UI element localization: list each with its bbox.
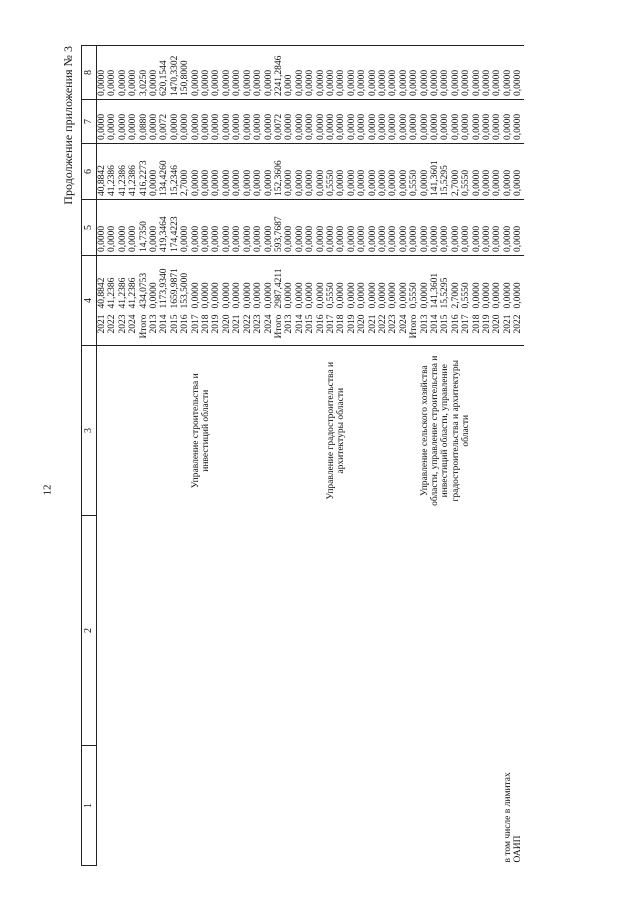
col5-cell: 0,0000 [222,200,232,256]
total-cell: 153,5000 [180,272,191,309]
total-cell: 0,0000 [388,282,399,309]
col7-cell: 0,0000 [305,100,315,144]
col7-cell: 0,0000 [243,100,253,144]
col6-cell: 41,2386 [128,144,138,200]
total-cell: 0,0000 [190,282,201,309]
col6-cell: 0,0000 [305,144,315,200]
col8-cell: 0,0000 [211,46,221,100]
col6-cell: 2,7000 [180,144,190,200]
col7-cell: 0,0000 [222,100,232,144]
year-cell: 2020 [357,312,367,346]
col7-cell: 0,0000 [97,100,108,144]
col6-cell: 2,7000 [451,144,461,200]
col6-cell: 0,0000 [513,144,523,200]
col8-cell: 0,0000 [461,46,471,100]
year-cell: 2022 [378,312,388,346]
appendix-caption: Продолжение приложения № 3 [61,46,75,205]
col7-cell: 0,0000 [170,100,180,144]
col7-cell: 0,0000 [128,100,138,144]
year-cell: 2022 [243,312,253,346]
col8-cell: 0,0000 [513,46,523,100]
total-cell: 0,0000 [377,282,388,309]
row-group-label [97,746,274,866]
year-cell: 2024 [264,312,274,346]
col7-cell: 0,0000 [482,100,492,144]
col6-cell: 0,0000 [482,144,492,200]
header-col-2: 2 [82,516,97,746]
col5-cell: 0,0000 [503,200,513,256]
col7-cell: 0,0000 [211,100,221,144]
col6-cell: 0,0000 [316,144,326,200]
year-cell: 2015 [440,312,450,346]
col6-cell: 41,2386 [118,144,128,200]
col5-cell: 0,0000 [420,200,430,256]
col7-cell: 0,0000 [264,100,274,144]
executor-cell: Управление градостроительства и архитектуры области [325,361,347,500]
col7-cell: 0,0000 [284,100,294,144]
col7-cell: 0,0000 [368,100,378,144]
total-cell: 0,0000 [284,282,295,309]
year-cell: 2015 [170,312,180,346]
col5-cell: 0,0000 [201,200,211,256]
year-cell: Итого [139,312,149,346]
total-cell: 40,8842 [97,277,107,309]
col5-cell: 0,0000 [211,200,221,256]
col5-cell: 0,0000 [295,200,305,256]
col8-cell: 0,0000 [378,46,388,100]
col7-cell: 0,0000 [409,100,419,144]
col7-cell: 0,0000 [191,100,201,144]
total-cell: 434,0753 [138,272,149,309]
col5-cell: 0,0000 [388,200,398,256]
year-cell: 2021 [503,312,513,346]
col5-cell: 0,0000 [316,200,326,256]
year-cell: 2022 [107,312,117,346]
col5-cell: 0,0000 [284,200,294,256]
col8-cell: 0,0000 [357,46,367,100]
year-cell: 2017 [461,312,471,346]
col7-cell: 0,0000 [378,100,388,144]
col8-cell: 1470,3302 [170,46,180,100]
total-cell: 0,5550 [409,282,420,309]
executor-cell: Управление сельского хозяйства области, управление строительства и инвестиций области, управление градостроительства и архитектуры области [419,355,472,506]
total-cell: 41,2386 [117,277,128,309]
col7-cell: 0,0000 [472,100,482,144]
col5-cell: 0,0000 [264,200,274,256]
col8-cell: 0,0000 [326,46,336,100]
col8-cell: 0,0000 [472,46,482,100]
total-cell: 0,0000 [471,282,482,309]
year-cell: 2016 [180,312,190,346]
col6-cell: 0,0000 [336,144,346,200]
col6-cell: 416,2273 [139,144,149,200]
col6-cell: 0,0000 [149,144,159,200]
col8-cell: 0,0000 [222,46,232,100]
year-cell: Итого [409,312,419,346]
total-cell: 0,0000 [294,282,305,309]
col7-cell: 0,0000 [430,100,440,144]
total-cell: 0,0000 [201,282,212,309]
header-col-3: 3 [82,346,97,516]
col8-cell: 2241,2846 [274,46,284,100]
year-cell: 2021 [232,312,242,346]
header-col-8: 8 [82,46,97,100]
col8-cell: 0,0000 [420,46,430,100]
total-cell: 15,5295 [440,277,451,309]
col6-cell: 0,0000 [399,144,409,200]
year-cell: 2018 [336,312,346,346]
col7-cell: 0,0000 [492,100,502,144]
total-cell: 0,0000 [253,282,264,309]
col7-cell: 0,0000 [503,100,513,144]
col7-cell: 0,0072 [159,100,169,144]
total-cell: 0,0000 [315,282,326,309]
total-cell: 0,0000 [502,282,513,309]
year-cell: 2021 [97,312,108,346]
header-col-6: 6 [82,144,97,200]
total-cell: 0,5550 [325,282,336,309]
col7-cell: 0,0000 [316,100,326,144]
year-cell: 2016 [451,312,461,346]
header-col-1: 1 [82,746,97,866]
col7-cell: 0,0000 [420,100,430,144]
page-number: 12 [41,484,54,496]
col7-cell: 0,0000 [513,100,523,144]
col5-cell: 0,0000 [368,200,378,256]
col5-cell: 14,7350 [139,200,149,256]
col6-cell: 0,0000 [388,144,398,200]
total-cell: 0,0000 [419,282,430,309]
col6-cell: 0,0000 [472,144,482,200]
year-cell: 2021 [368,312,378,346]
col6-cell: 0,0000 [211,144,221,200]
col8-cell: 0,0000 [368,46,378,100]
col8-cell: 0,0000 [149,46,159,100]
col6-cell: 0,0000 [222,144,232,200]
col6-cell: 0,0000 [368,144,378,200]
col8-cell: 0,0000 [440,46,450,100]
col5-cell: 0,0000 [409,200,419,256]
total-cell: 2987,4211 [273,268,284,309]
col6-cell: 0,0000 [264,144,274,200]
col8-cell: 0,0000 [128,46,138,100]
row-group-label [274,746,409,866]
col6-cell: 0,0000 [201,144,211,200]
year-cell: 2024 [399,312,409,346]
col8-cell: 0,0000 [264,46,274,100]
col5-cell: 0,0000 [378,200,388,256]
table-row [274,46,284,866]
total-cell: 0,0000 [492,282,503,309]
total-cell: 0,0000 [149,282,160,309]
total-cell: 0,0000 [232,282,243,309]
total-cell: 41,2386 [128,277,139,309]
col8-cell: 0,0000 [253,46,263,100]
col8-cell: 0,0000 [503,46,513,100]
col8-cell: 3,0250 [139,46,149,100]
col6-cell: 0,0000 [295,144,305,200]
year-cell: 2017 [191,312,201,346]
year-cell: 2020 [492,312,502,346]
year-cell: 2013 [420,312,430,346]
header-col-5: 5 [82,200,97,256]
col7-cell: 0,0000 [326,100,336,144]
col7-cell: 0,0000 [253,100,263,144]
total-cell: 41,2386 [107,277,118,309]
col6-cell: 141,3601 [430,144,440,200]
year-cell: 2013 [284,312,294,346]
table-row [409,46,419,866]
col5-cell: 0,0000 [128,200,138,256]
executor-cell: Управление строительства и инвестиций области [190,373,211,489]
col7-cell: 0,0000 [451,100,461,144]
col5-cell: 0,0000 [513,200,523,256]
col8-cell: 0,0000 [482,46,492,100]
col8-cell: 0,0000 [336,46,346,100]
col5-cell: 0,0000 [253,200,263,256]
col6-cell: 0,0000 [492,144,502,200]
col7-cell: 0,0000 [180,100,190,144]
col6-cell: 15,2346 [170,144,180,200]
year-cell: 2017 [326,312,336,346]
budget-table [81,45,524,866]
col8-cell: 0,0000 [409,46,419,100]
total-cell: 0,0000 [263,282,274,309]
header-col-4: 4 [82,256,97,346]
col6-cell: 0,0000 [284,144,294,200]
col6-cell: 0,0000 [191,144,201,200]
col5-cell: 593,7687 [274,200,284,256]
col6-cell: 40,8842 [97,144,108,200]
table-body [97,46,524,866]
col8-cell: 0,0000 [305,46,315,100]
col8-cell: 0,0000 [399,46,409,100]
total-cell: 0,0000 [398,282,409,309]
header-row [82,46,97,866]
year-cell: 2024 [128,312,138,346]
col5-cell: 0,0000 [326,200,336,256]
year-cell: 2014 [295,312,305,346]
col8-cell: 0,0000 [191,46,201,100]
year-cell: 2016 [316,312,326,346]
header-col-7: 7 [82,100,97,144]
total-cell: 0,0000 [221,282,232,309]
total-cell: 0,0000 [346,282,357,309]
col5-cell: 0,0000 [97,200,108,256]
col6-cell: 0,0000 [357,144,367,200]
col8-cell: 620,1544 [159,46,169,100]
col5-cell: 0,0000 [243,200,253,256]
col6-cell: 0,5550 [409,144,419,200]
col7-cell: 0,0000 [107,100,117,144]
year-cell: Итого [274,312,284,346]
col7-cell: 0,0000 [201,100,211,144]
col8-cell: 0,0000 [118,46,128,100]
col5-cell: 0,0000 [482,200,492,256]
total-cell: 0,0000 [482,282,493,309]
col5-cell: 0,0000 [451,200,461,256]
col5-cell: 0,0000 [492,200,502,256]
col7-cell: 0,0000 [118,100,128,144]
col5-cell: 0,0000 [305,200,315,256]
year-cell: 2019 [482,312,492,346]
year-cell: 2019 [347,312,357,346]
col6-cell: 152,3606 [274,144,284,200]
col6-cell: 41,2386 [107,144,117,200]
col8-cell: 0,0000 [388,46,398,100]
col5-cell: 0,0000 [461,200,471,256]
col5-cell: 0,0000 [357,200,367,256]
total-cell: 0,0000 [513,282,524,309]
col5-cell: 0,0000 [430,200,440,256]
col5-cell: 0,0000 [472,200,482,256]
col7-cell: 0,0000 [336,100,346,144]
year-cell: 2020 [222,312,232,346]
col6-cell: 0,5550 [461,144,471,200]
col8-cell: 0,0000 [107,46,117,100]
col6-cell: 0,0000 [347,144,357,200]
col8-cell: 0,0000 [295,46,305,100]
col5-cell: 0,0000 [336,200,346,256]
col6-cell: 0,0000 [253,144,263,200]
total-cell: 141,3601 [430,272,440,309]
col5-cell: 419,3464 [159,200,169,256]
col8-cell: 0,0000 [201,46,211,100]
total-cell: 0,0000 [357,282,368,309]
col5-cell: 0,0000 [191,200,201,256]
program-cell [97,516,274,746]
year-cell: 2018 [201,312,211,346]
col7-cell: 0,0000 [461,100,471,144]
col5-cell: 174,4223 [170,200,180,256]
col7-cell: 0,0000 [295,100,305,144]
year-cell: 2018 [472,312,482,346]
year-cell: 2013 [149,312,159,346]
col7-cell: 0,0000 [149,100,159,144]
col8-cell: 0,0000 [316,46,326,100]
total-cell: 2,7000 [450,282,461,309]
total-cell: 1659,9871 [169,268,180,309]
col5-cell: 0,0000 [180,200,190,256]
col6-cell: 15,5295 [440,144,450,200]
col8-cell: 0,0000 [347,46,357,100]
total-cell: 0,0000 [367,282,378,309]
row-group-label: в том числе в лимитах ОАИП [502,772,524,863]
program-cell [409,516,523,746]
year-cell: 2014 [159,312,169,346]
total-cell: 0,0000 [305,282,316,309]
col8-cell: 0,0000 [97,46,108,100]
col8-cell: 0,0000 [232,46,242,100]
total-cell: 0,0000 [211,282,222,309]
col7-cell: 0,0000 [399,100,409,144]
col7-cell: 0,0000 [347,100,357,144]
total-cell: 0,5550 [461,282,472,309]
year-cell: 2022 [513,312,523,346]
table-row [97,46,108,866]
col6-cell: 0,0000 [378,144,388,200]
program-cell [274,516,409,746]
year-cell: 2023 [253,312,263,346]
rotated-page [61,46,601,866]
col8-cell: 0,0000 [451,46,461,100]
col7-cell: 0,0000 [357,100,367,144]
col5-cell: 0,0000 [440,200,450,256]
col8-cell: 150,8000 [180,46,190,100]
col6-cell: 0,0000 [232,144,242,200]
col5-cell: 0,0000 [149,200,159,256]
col6-cell: 0,0000 [243,144,253,200]
year-cell: 2023 [388,312,398,346]
col5-cell: 0,0000 [232,200,242,256]
col8-cell: 0,000 [284,46,294,100]
total-cell: 0,0000 [242,282,253,309]
col7-cell: 0,0000 [232,100,242,144]
col8-cell: 0,0000 [243,46,253,100]
col5-cell: 0,0000 [399,200,409,256]
col7-cell: 0,0000 [440,100,450,144]
year-cell: 2014 [430,312,440,346]
col6-cell: 0,5550 [326,144,336,200]
year-cell: 2015 [305,312,315,346]
col6-cell: 0,0000 [420,144,430,200]
col8-cell: 0,0000 [430,46,440,100]
year-cell: 2019 [211,312,221,346]
col5-cell: 0,0000 [118,200,128,256]
total-cell: 0,0000 [336,282,347,309]
year-cell: 2023 [118,312,128,346]
col5-cell: 0,0000 [107,200,117,256]
col5-cell: 0,0000 [347,200,357,256]
col7-cell: 0,0072 [274,100,284,144]
col8-cell: 0,0000 [492,46,502,100]
total-cell: 1173,9340 [159,268,170,309]
col6-cell: 0,0000 [503,144,513,200]
col7-cell: 0,0880 [139,100,149,144]
col6-cell: 134,4260 [159,144,169,200]
col7-cell: 0,0000 [388,100,398,144]
